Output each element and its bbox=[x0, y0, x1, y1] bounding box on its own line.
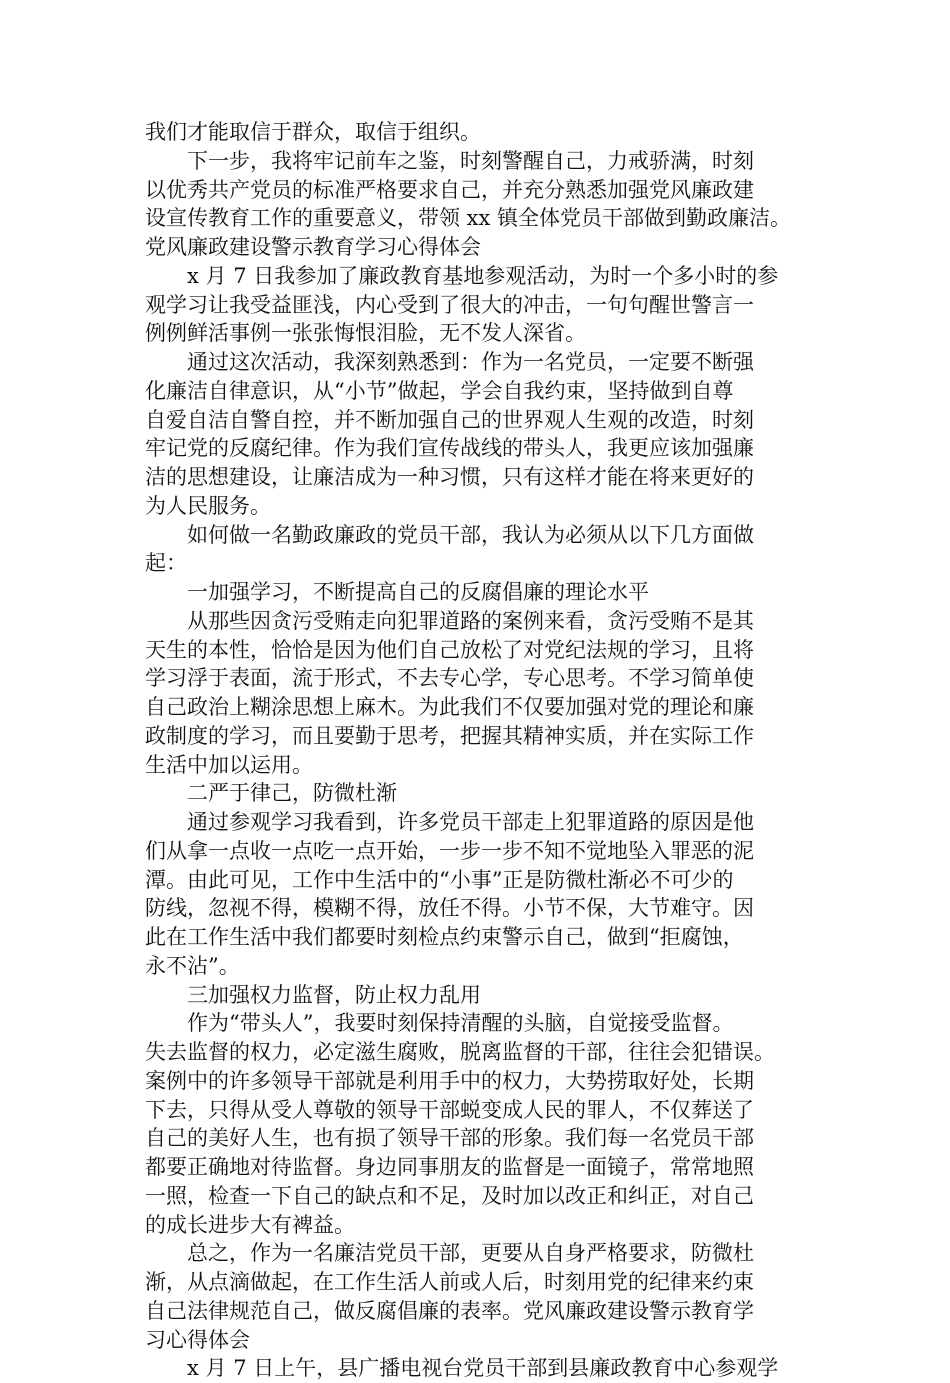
text-line: 作为“带头人”，我要时刻保持清醒的头脑，自觉接受监督。 bbox=[187, 1011, 734, 1036]
text-line: 自爱自洁自警自控，并不断加强自己的世界观人生观的改造，时刻 bbox=[145, 407, 754, 432]
text-line: 以优秀共产党员的标准严格要求自己，并充分熟悉加强党风廉政建 bbox=[145, 177, 754, 202]
text-line: 案例中的许多领导干部就是利用手中的权力，大势捞取好处，长期 bbox=[145, 1068, 754, 1093]
text-line: 都要正确地对待监督。身边同事朋友的监督是一面镜子，常常地照 bbox=[145, 1155, 754, 1179]
text-line: 生活中加以运用。 bbox=[145, 752, 313, 777]
text-line: 自己法律规范自己，做反腐倡廉的表率。党风廉政建设警示教育学 bbox=[145, 1298, 754, 1323]
text-line: 永不沾”。 bbox=[145, 953, 240, 978]
text-line: 失去监督的权力，必定滋生腐败，脱离监督的干部，往往会犯错误。 bbox=[145, 1040, 775, 1064]
text-line: 政制度的学习，而且要勤于思考，把握其精神实质，并在实际工作 bbox=[145, 723, 754, 748]
text-line: 设宣传教育工作的重要意义，带领 xx 镇全体党员干部做到勤政廉洁。 bbox=[145, 206, 792, 231]
text-line: x 月 7 日上午，县广播电视台党员干部到县廉政教育中心参观学 bbox=[187, 1356, 779, 1381]
text-line: 总之，作为一名廉洁党员干部，更要从自身严格要求，防微杜 bbox=[187, 1241, 754, 1266]
text-line: 下一步，我将牢记前车之鉴，时刻警醒自己，力戒骄满，时刻 bbox=[187, 148, 754, 173]
text-line: 通过参观学习我看到，许多党员干部走上犯罪道路的原因是他 bbox=[187, 810, 754, 834]
text-line: 潭。由此可见，工作中生活中的“小事”正是防微杜渐必不可少的 bbox=[145, 867, 734, 892]
text-line: 二严于律己，防微杜渐 bbox=[187, 781, 397, 806]
text-line: 的成长进步大有裨益。 bbox=[145, 1212, 355, 1237]
text-line: 天生的本性，恰恰是因为他们自己放松了对党纪法规的学习，且将 bbox=[145, 637, 754, 662]
text-line: 化廉洁自律意识，从“小节”做起，学会自我约束，坚持做到自尊 bbox=[145, 378, 734, 403]
text-line: 此在工作生活中我们都要时刻检点约束警示自己，做到“拒腐蚀， bbox=[145, 925, 744, 949]
text-line: 学习浮于表面，流于形式，不去专心学，专心思考。不学习简单使 bbox=[145, 666, 754, 691]
text-line: 渐，从点滴做起，在工作生活人前或人后，时刻用党的纪律来约束 bbox=[145, 1270, 754, 1294]
text-line: 如何做一名勤政廉政的党员干部，我认为必须从以下几方面做 bbox=[187, 522, 754, 547]
text-line: x 月 7 日我参加了廉政教育基地参观活动，为时一个多小时的参 bbox=[187, 263, 779, 288]
text-line: 起： bbox=[145, 551, 187, 576]
document-body-text bbox=[145, 118, 825, 1383]
text-line: 习心得体会 bbox=[145, 1327, 250, 1352]
text-line: 例例鲜活事例一张张悔恨泪脸，无不发人深省。 bbox=[145, 321, 586, 346]
text-line: 党风廉政建设警示教育学习心得体会 bbox=[145, 235, 481, 259]
text-line: 三加强权力监督，防止权力乱用 bbox=[187, 982, 481, 1007]
text-line: 从那些因贪污受贿走向犯罪道路的案例来看，贪污受贿不是其 bbox=[187, 608, 754, 633]
text-line: 观学习让我受益匪浅，内心受到了很大的冲击，一句句醒世警言一 bbox=[145, 292, 754, 317]
text-line: 我们才能取信于群众，取信于组织。 bbox=[145, 120, 481, 144]
text-line: 自己的美好人生，也有损了领导干部的形象。我们每一名党员干部 bbox=[145, 1126, 754, 1151]
text-line: 为人民服务。 bbox=[145, 493, 271, 518]
text-line: 防线，忽视不得，模糊不得，放任不得。小节不保，大节难守。因 bbox=[145, 896, 754, 921]
text-line: 一加强学习，不断提高自己的反腐倡廉的理论水平 bbox=[187, 580, 649, 604]
text-line: 下去，只得从受人尊敬的领导干部蜕变成人民的罪人，不仅葬送了 bbox=[145, 1097, 754, 1122]
text-line: 牢记党的反腐纪律。作为我们宣传战线的带头人，我更应该加强廉 bbox=[145, 436, 754, 461]
text-line: 自己政治上糊涂思想上麻木。为此我们不仅要加强对党的理论和廉 bbox=[145, 695, 754, 719]
text-line: 通过这次活动，我深刻熟悉到：作为一名党员，一定要不断强 bbox=[187, 350, 754, 374]
text-line: 洁的思想建设，让廉洁成为一种习惯，只有这样才能在将来更好的 bbox=[145, 465, 754, 489]
text-line: 们从拿一点收一点吃一点开始，一步一步不知不觉地坠入罪恶的泥 bbox=[145, 838, 754, 863]
text-line: 一照，检查一下自己的缺点和不足，及时加以改正和纠正，对自己 bbox=[145, 1183, 754, 1208]
